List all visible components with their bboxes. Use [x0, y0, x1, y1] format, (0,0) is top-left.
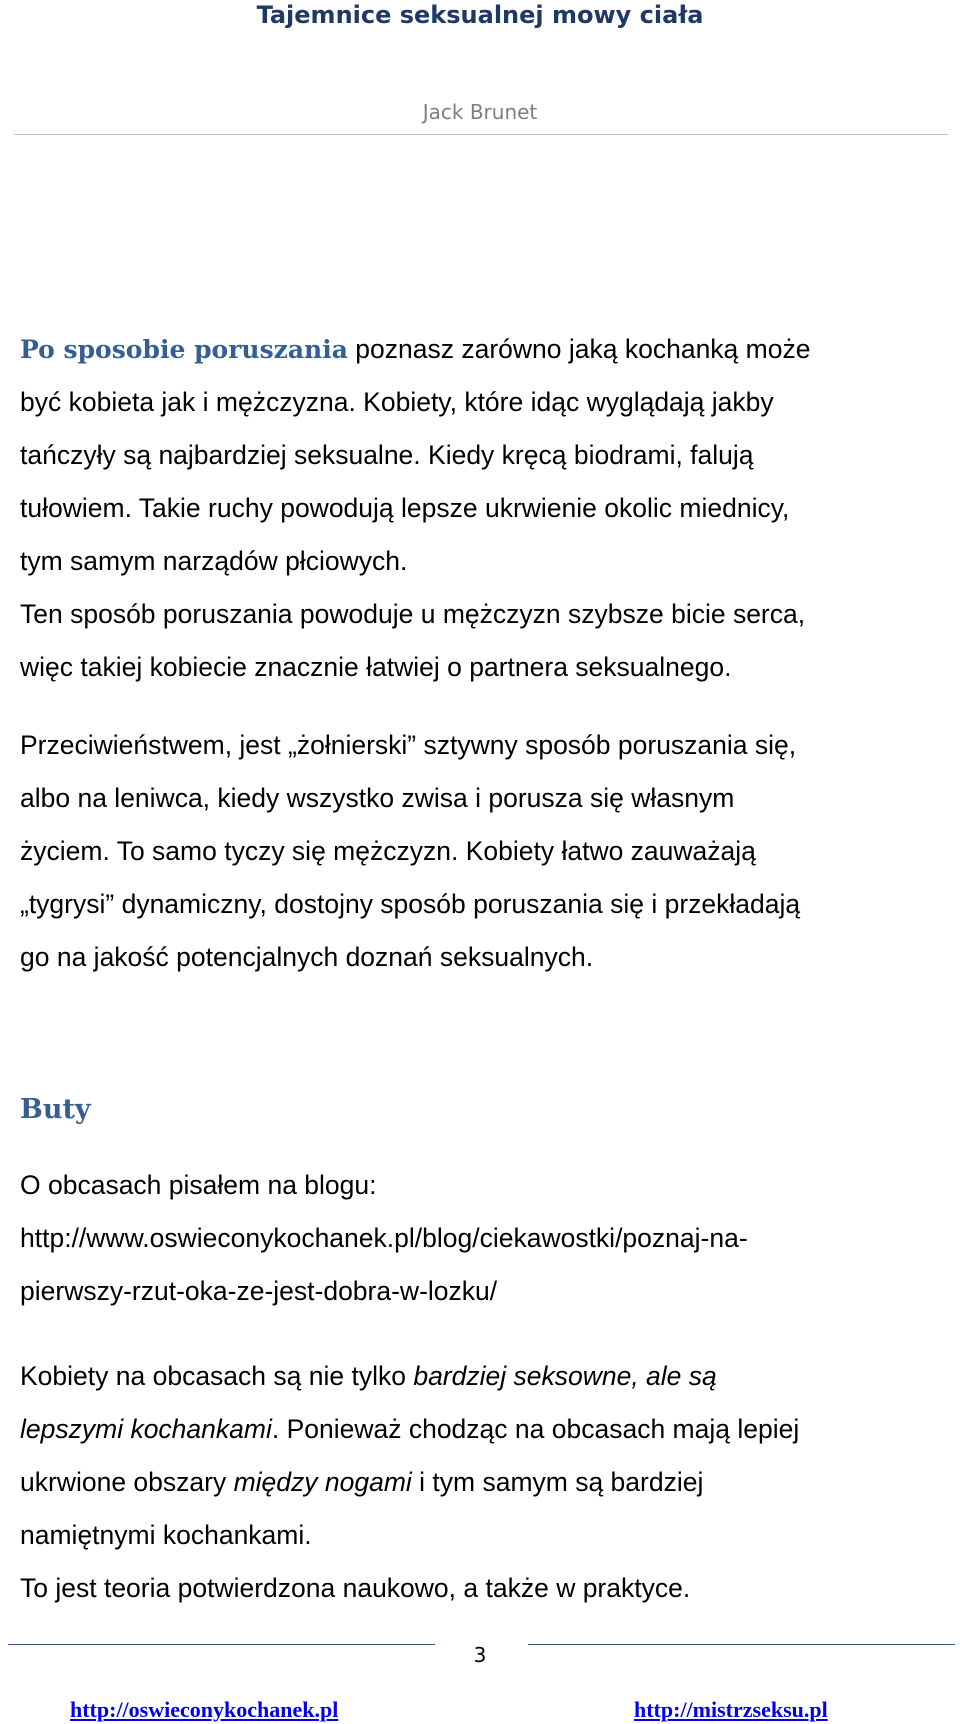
text-line: życiem. To samo tyczy się mężczyzn. Kobiety łatwo zauważają: [20, 836, 756, 866]
footer-link-oswieconykochanek[interactable]: http://oswieconykochanek.pl: [70, 1697, 339, 1722]
blog-url: http://www.oswieconykochanek.pl/blog/ciekawostki/poznaj-na-: [20, 1223, 748, 1253]
document-title: Tajemnice seksualnej mowy ciała: [256, 1, 704, 29]
section-heading-shoes-wrap: [20, 1083, 945, 1136]
paragraph-shoes: [20, 1350, 945, 1615]
text-line: tułowiem. Takie ruchy powodują lepsze ukrwienie okolic miednicy,: [20, 493, 790, 523]
section-heading-shoes: Buty: [20, 1094, 91, 1125]
paragraph-movement-2: [20, 719, 945, 984]
author-name: Jack Brunet: [422, 100, 538, 124]
section-heading-movement: Po sposobie poruszania: [20, 335, 348, 364]
section-movement: [20, 323, 945, 694]
text-line: Ten sposób poruszania powoduje u mężczyzn szybsze bicie serca,: [20, 599, 806, 629]
text-run: i tym samym są bardziej: [411, 1467, 704, 1497]
paragraph-movement-1: [20, 323, 945, 694]
text-line: tym samym narządów płciowych.: [20, 546, 408, 576]
text-run: Kobiety na obcasach są nie tylko: [20, 1361, 414, 1391]
text-run: ukrwione obszary: [20, 1467, 234, 1497]
text-line: „tygrysi” dynamiczny, dostojny sposób poruszania się i przekładają: [20, 889, 801, 919]
blog-url-cont: pierwszy-rzut-oka-ze-jest-dobra-w-lozku/: [20, 1276, 498, 1306]
text-line: być kobieta jak i mężczyzna. Kobiety, które idąc wyglądają jakby: [20, 387, 774, 417]
section-shoes: [20, 1159, 945, 1318]
text-line: więc takiej kobiecie znacznie łatwiej o partnera seksualnego.: [20, 652, 732, 682]
blog-intro: O obcasach pisałem na blogu:: [20, 1170, 377, 1200]
text-run: . Ponieważ chodząc na obcasach mają lepiej: [271, 1414, 800, 1444]
text-line: go na jakość potencjalnych doznań seksualnych.: [20, 942, 594, 972]
text-run: To jest teoria potwierdzona naukowo, a także w praktyce.: [20, 1573, 691, 1603]
header-divider: [14, 134, 948, 135]
page-number: 3: [473, 1643, 487, 1667]
footer-link-mistrzseksu[interactable]: http://mistrzseksu.pl: [634, 1697, 828, 1722]
italic-run: lepszymi kochankami: [20, 1414, 272, 1444]
italic-run: między nogami: [233, 1467, 412, 1497]
text-run: namiętnymi kochankami.: [20, 1520, 312, 1550]
italic-run: bardziej seksowne, ale są: [413, 1361, 717, 1391]
text-line: poznasz zarówno jaką kochanką może: [347, 334, 811, 364]
text-line: Przeciwieństwem, jest „żołnierski” sztywny sposób poruszania się,: [20, 730, 797, 760]
text-line: albo na leniwca, kiedy wszystko zwisa i porusza się własnym: [20, 783, 735, 813]
text-line: tańczyły są najbardziej seksualne. Kiedy kręcą biodrami, falują: [20, 440, 754, 470]
